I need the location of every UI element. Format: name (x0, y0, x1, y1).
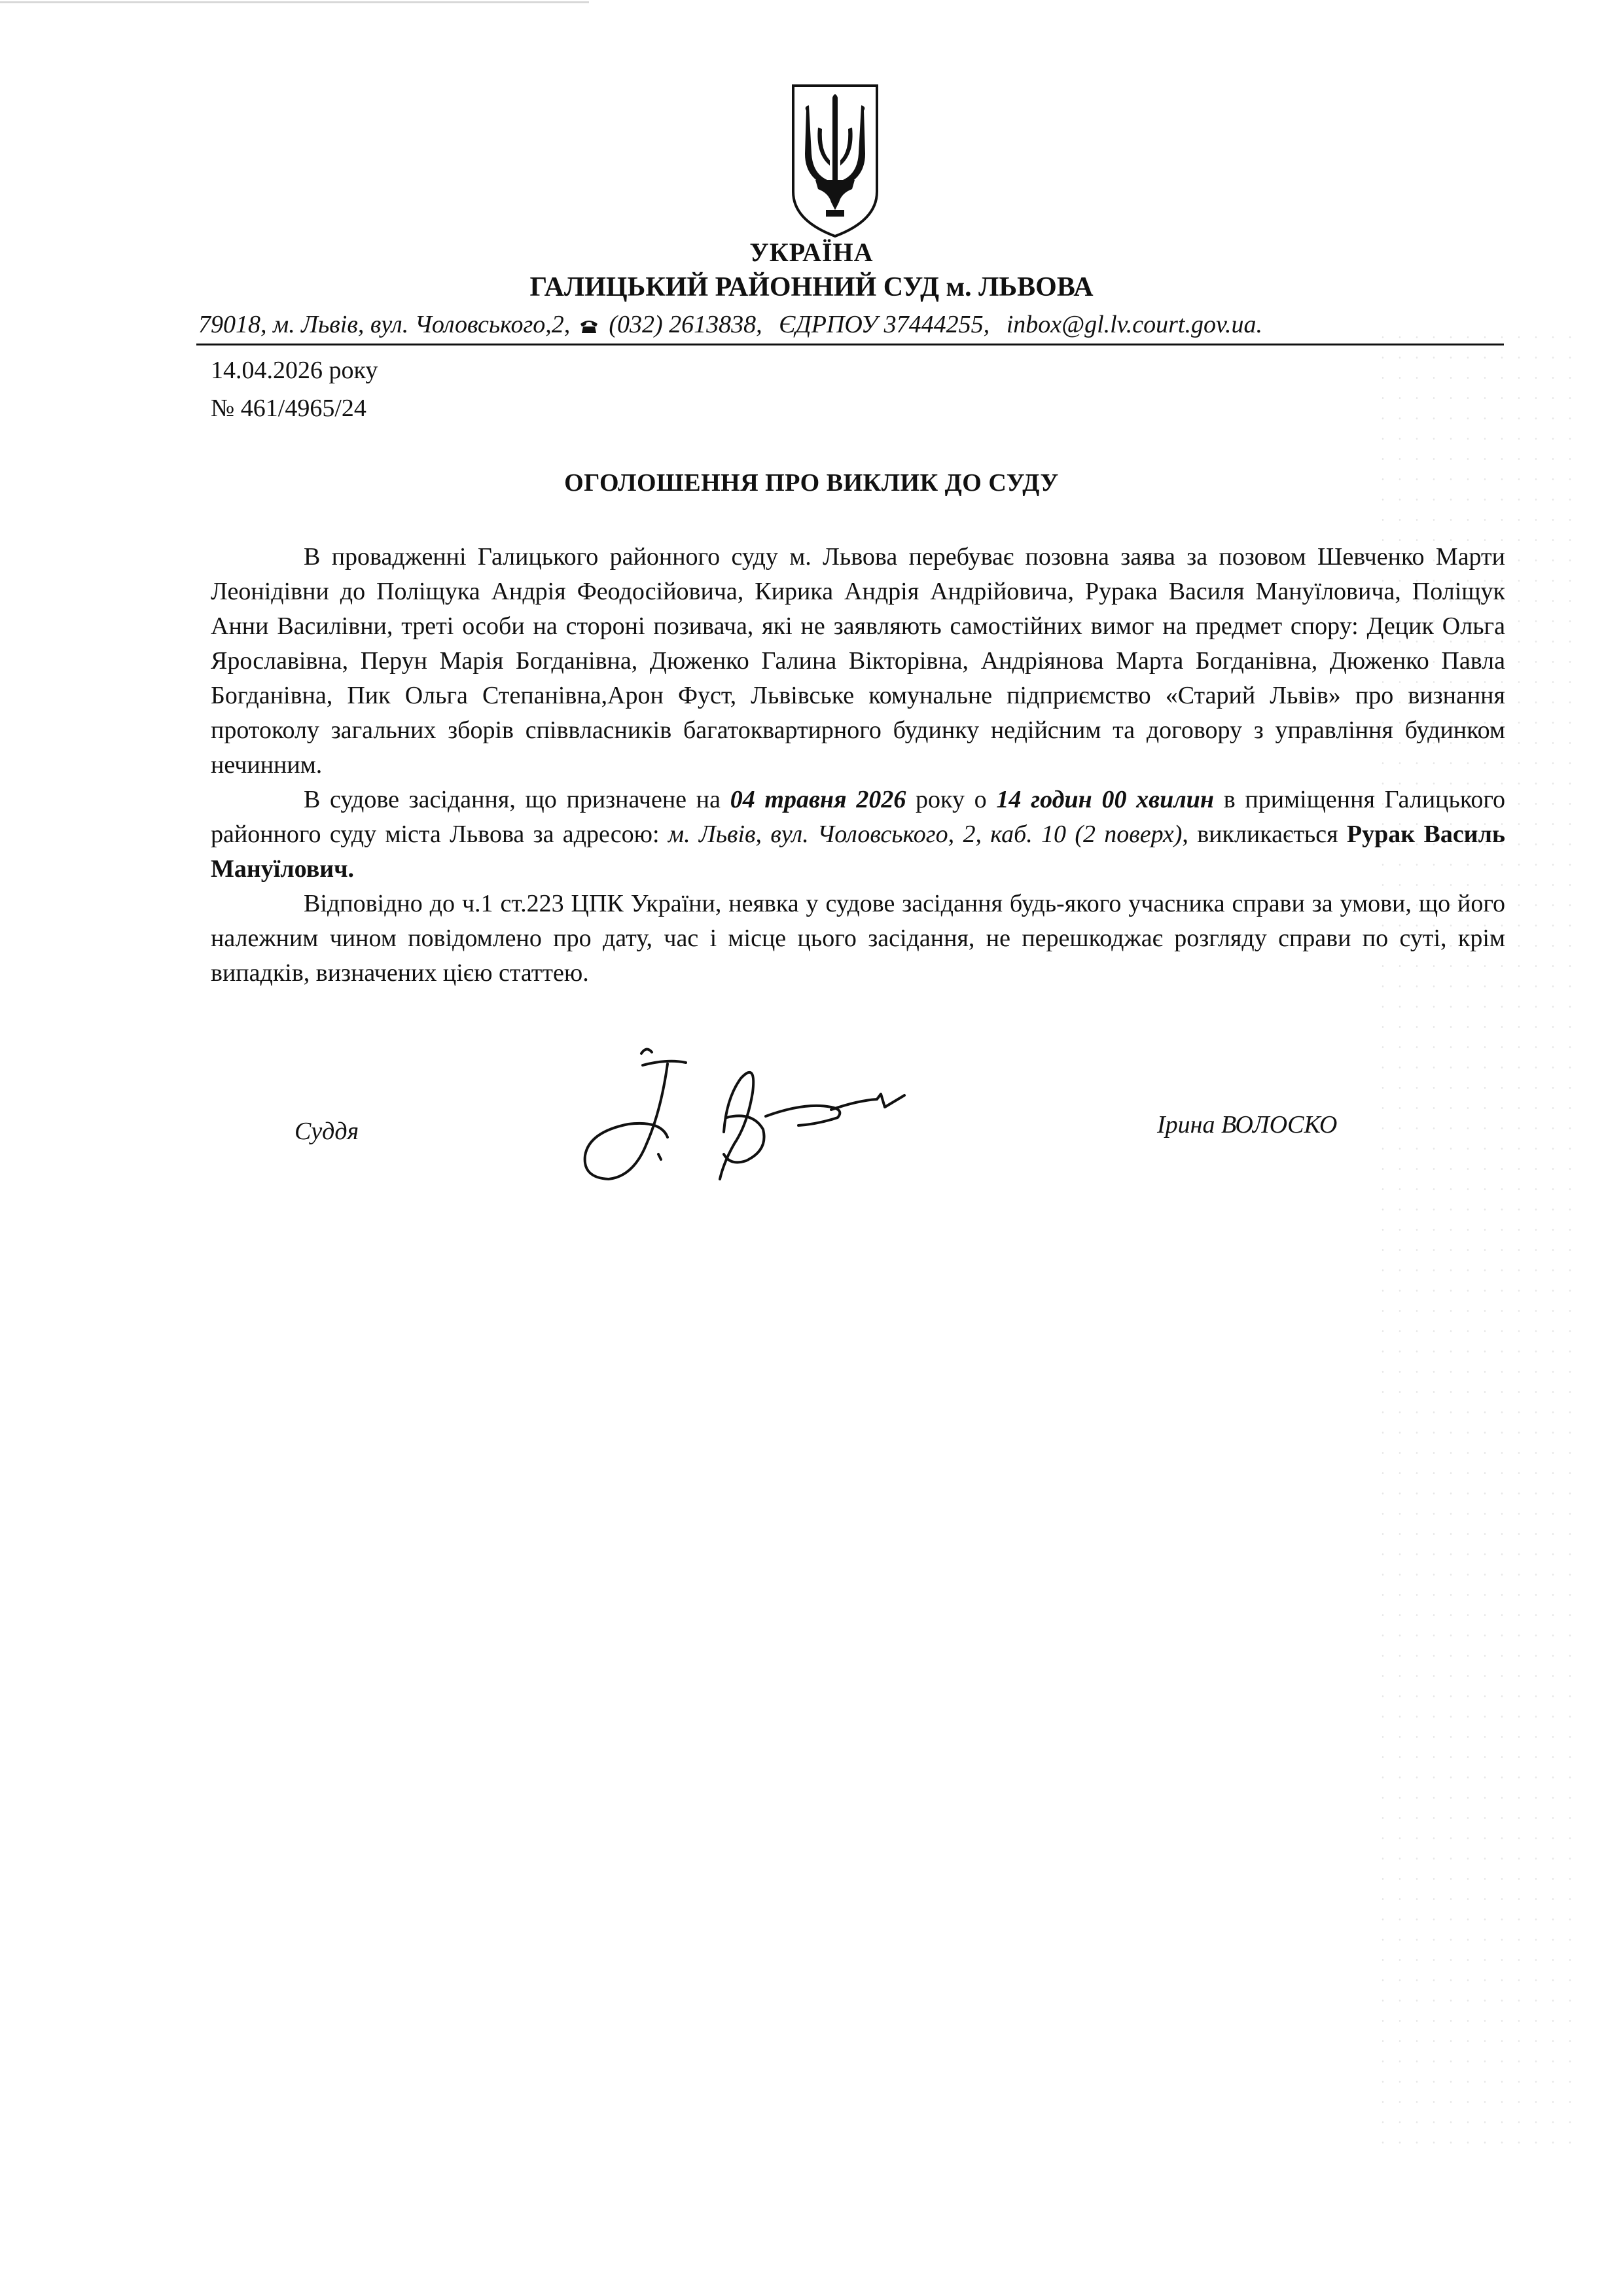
hearing-text-1: В судове засідання, що призначене на (304, 786, 730, 813)
paragraph-legal-notice: Відповідно до ч.1 ст.223 ЦПК України, неявка у судове засідання будь-якого учасника справи за умови, що його належним чином повідомлено про дату, час і місце цього засідання, не перешкоджає розгляду справи по суті, крім випадків, визначених цією статтею. (211, 890, 1505, 987)
hearing-date: 04 травня 2026 (730, 786, 906, 813)
signatory-name: Ірина ВОЛОСКО (1157, 1111, 1338, 1139)
court-email: inbox@gl.lv.court.gov.ua. (1006, 311, 1262, 338)
country-heading: УКРАЇНА (749, 238, 874, 267)
hearing-text-2: року о (906, 786, 997, 813)
court-edrpou: ЄДРПОУ 37444255, (779, 311, 990, 338)
court-contacts-line (198, 308, 1501, 342)
signatory-role: Суддя (294, 1118, 359, 1145)
document-date: 14.04.2026 року (211, 357, 378, 384)
telephone-icon (579, 317, 599, 334)
scan-artifact (0, 1, 589, 3)
summoned-person: Рурак Василь Мануїлович. (211, 821, 1505, 883)
hearing-time: 14 годин 00 хвилин (996, 786, 1214, 813)
hearing-text-3: в приміщення Галицького районного суду міста Львова за адресою: (211, 786, 1505, 848)
header-divider (196, 344, 1504, 345)
case-number: № 461/4965/24 (211, 395, 366, 422)
document-title: ОГОЛОШЕННЯ ПРО ВИКЛИК ДО СУДУ (564, 469, 1059, 497)
hearing-address: м. Львів, вул. Чоловського, 2, каб. 10 (2 поверх) (668, 821, 1183, 848)
paragraph-claim: В провадженні Галицького районного суду м. Львова перебуває позовна заява за позовом Шевченко Марти Леонідівни до Поліщука Андрія Феодосійовича, Кирика Андрія Андрійовича, Рурака Василя Мануїловича, Поліщук Анни Василівни, треті особи на стороні позивача, які не заявляють самостійних вимог на предмет спору: Децик Ольга Ярославівна, Перун Марія Богданівна, Дюженко Галина Вікторівна, Андріянова Марта Богданівна, Дюженко Павла Богданівна, Пик Ольга Степанівна,Арон Фуст, Львівське комунальне підприємство «Старий Львів» про визнання протоколу загальних зборів співвласників багатоквартирного будинку недійсним та договору з управління будинком нечинним. (211, 543, 1505, 779)
handwritten-signature (569, 1039, 936, 1196)
hearing-text-4: , викликається (1182, 821, 1347, 848)
court-name-heading: ГАЛИЦЬКИЙ РАЙОННИЙ СУД м. ЛЬВОВА (529, 272, 1094, 302)
court-address: 79018, м. Львів, вул. Чоловського,2, (198, 311, 571, 338)
court-phone: (032) 2613838, (609, 311, 762, 338)
paragraph-hearing (211, 783, 1505, 887)
document-body (211, 540, 1505, 991)
coat-of-arms-emblem (789, 82, 881, 239)
